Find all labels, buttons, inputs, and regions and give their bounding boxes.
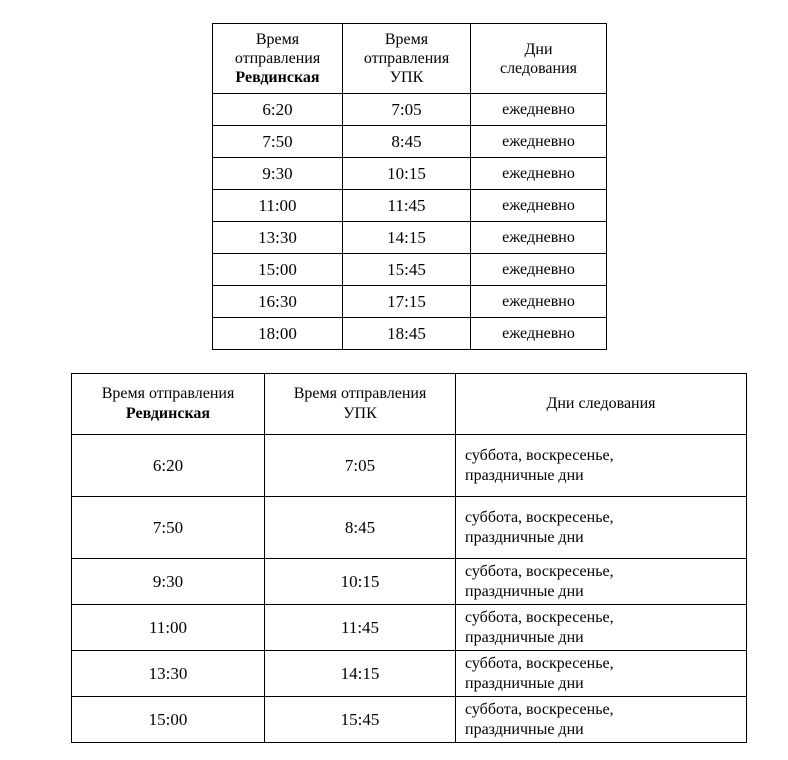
cell-depart-revda: 6:20 — [213, 94, 343, 126]
header-station-name: Ревдинская — [235, 69, 320, 86]
header-depart-upk — [343, 24, 471, 94]
cell-depart-upk: 17:15 — [343, 286, 471, 318]
cell-depart-revda: 7:50 — [213, 126, 343, 158]
days-line: праздничные дни — [465, 674, 584, 692]
days-line: праздничные дни — [465, 582, 584, 600]
days-line: суббота, воскресенье, — [465, 446, 614, 464]
cell-days: ежедневно — [471, 286, 607, 318]
table-row — [72, 651, 747, 697]
cell-depart-upk: 14:15 — [265, 651, 456, 697]
cell-depart-revda: 11:00 — [213, 190, 343, 222]
cell-depart-revda: 13:30 — [72, 651, 265, 697]
cell-depart-revda: 16:30 — [213, 286, 343, 318]
weekday-schedule-table — [212, 23, 607, 350]
table-row — [72, 605, 747, 651]
header-line: Время — [384, 31, 429, 48]
cell-depart-upk: 7:05 — [265, 435, 456, 497]
header-line: Дни — [524, 40, 553, 58]
days-line: праздничные дни — [465, 466, 584, 484]
cell-days — [456, 559, 747, 605]
cell-depart-upk: 8:45 — [343, 126, 471, 158]
cell-days — [456, 697, 747, 743]
header-station-name: УПК — [343, 405, 377, 422]
table-row — [213, 126, 607, 158]
cell-days: ежедневно — [471, 318, 607, 350]
cell-depart-upk: 15:45 — [265, 697, 456, 743]
header-depart-upk — [265, 374, 456, 435]
cell-depart-upk: 11:45 — [343, 190, 471, 222]
cell-depart-revda: 11:00 — [72, 605, 265, 651]
header-line: Время отправления — [293, 385, 427, 402]
header-line: Время отправления — [101, 385, 235, 402]
header-days — [471, 24, 607, 94]
cell-depart-upk: 8:45 — [265, 497, 456, 559]
header-depart-revda — [72, 374, 265, 435]
weekend-schedule-table — [71, 373, 747, 743]
cell-days: ежедневно — [471, 94, 607, 126]
table-row — [213, 94, 607, 126]
table-row — [72, 697, 747, 743]
table-row — [213, 318, 607, 350]
days-line: суббота, воскресенье, — [465, 654, 614, 672]
days-line: суббота, воскресенье, — [465, 608, 614, 626]
cell-depart-revda: 9:30 — [72, 559, 265, 605]
header-depart-revda — [213, 24, 343, 94]
table-row — [213, 254, 607, 286]
cell-depart-revda: 15:00 — [213, 254, 343, 286]
cell-days: ежедневно — [471, 222, 607, 254]
days-line: суббота, воскресенье, — [465, 562, 614, 580]
cell-depart-upk: 15:45 — [343, 254, 471, 286]
days-line: суббота, воскресенье, — [465, 508, 614, 526]
cell-depart-upk: 11:45 — [265, 605, 456, 651]
days-line: праздничные дни — [465, 720, 584, 738]
cell-depart-revda: 7:50 — [72, 497, 265, 559]
cell-depart-revda: 15:00 — [72, 697, 265, 743]
table-row — [72, 435, 747, 497]
cell-days — [456, 651, 747, 697]
cell-depart-upk: 18:45 — [343, 318, 471, 350]
days-line: праздничные дни — [465, 628, 584, 646]
cell-depart-upk: 7:05 — [343, 94, 471, 126]
table-header-row — [72, 374, 747, 435]
cell-days — [456, 605, 747, 651]
cell-days: ежедневно — [471, 158, 607, 190]
cell-days — [456, 435, 747, 497]
cell-depart-revda: 9:30 — [213, 158, 343, 190]
days-line: суббота, воскресенье, — [465, 700, 614, 718]
header-line: Время — [255, 31, 300, 48]
cell-depart-upk: 14:15 — [343, 222, 471, 254]
table-row — [213, 158, 607, 190]
cell-days — [456, 497, 747, 559]
table-row — [72, 497, 747, 559]
table-row — [213, 286, 607, 318]
header-line: следования — [499, 59, 578, 77]
cell-days: ежедневно — [471, 190, 607, 222]
cell-depart-revda: 6:20 — [72, 435, 265, 497]
cell-depart-upk: 10:15 — [265, 559, 456, 605]
header-days: Дни следования — [456, 374, 747, 435]
days-line: праздничные дни — [465, 528, 584, 546]
cell-depart-upk: 10:15 — [343, 158, 471, 190]
cell-days: ежедневно — [471, 254, 607, 286]
table-row — [72, 559, 747, 605]
table-row — [213, 222, 607, 254]
table-header-row — [213, 24, 607, 94]
table-row — [213, 190, 607, 222]
cell-days: ежедневно — [471, 126, 607, 158]
header-line: отправления — [363, 50, 450, 67]
cell-depart-revda: 13:30 — [213, 222, 343, 254]
header-line: отправления — [234, 50, 321, 67]
cell-depart-revda: 18:00 — [213, 318, 343, 350]
header-station-name: УПК — [389, 69, 424, 86]
header-station-name: Ревдинская — [125, 405, 211, 422]
